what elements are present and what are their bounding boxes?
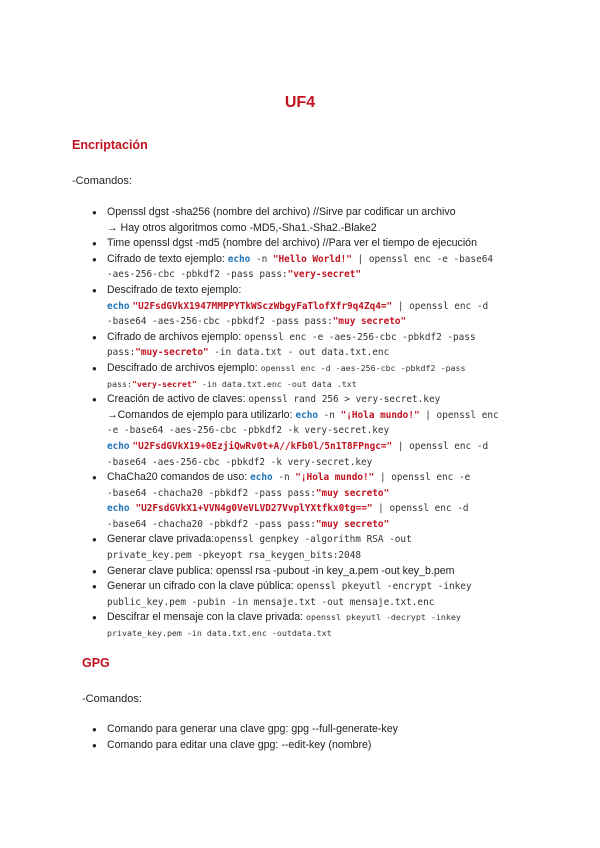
page-title: UF4	[284, 94, 316, 111]
list-item: ● Generar clave publica: openssl rsa -pubout -in key_a.pem -out key_b.pem	[92, 564, 540, 580]
list-item: ● ChaCha20 comandos de uso: echo -n "¡Hola mundo!" | openssl enc -e -base64 -chacha20 -pbkdf2 -pass pass:"muy secreto" echo "U2FsdGVkX1+VVN4g0VeVLVD27VvplYXtfkx0tg==" | openssl enc -d -base64 -chacha20 -pbkdf2 -pass pass:"muy secreto"	[92, 470, 540, 532]
list-item: ● Time openssl dgst -md5 (nombre del archivo) //Para ver el tiempo de ejecución	[92, 236, 540, 252]
section-intro-gpg: -Comandos:	[82, 693, 142, 705]
section-intro-encriptacion: -Comandos:	[72, 175, 132, 187]
list-item: ● Comando para generar una clave gpg: gpg --full-generate-key	[92, 722, 540, 738]
list-item: ● Comando para editar una clave gpg: --edit-key (nombre)	[92, 738, 540, 754]
section-heading-gpg: GPG	[82, 656, 110, 670]
section-heading-encriptacion: Encriptación	[72, 138, 148, 152]
list-item: ● Descifrar el mensaje con la clave privada: openssl pkeyutl -decrypt -inkey private_key.pem -in data.txt.enc -outdata.txt	[92, 610, 540, 641]
list-item: ● Generar clave privada:openssl genpkey -algorithm RSA -out private_key.pem -pkeyopt rsa_keygen_bits:2048	[92, 532, 540, 563]
list-item: ● Cifrado de archivos ejemplo: openssl enc -e -aes-256-cbc -pbkdf2 -pass pass:"muy-secreto" -in data.txt - out data.txt.enc	[92, 330, 540, 361]
list-item: ● Openssl dgst -sha256 (nombre del archivo) //Sirve par codificar un archivo → Hay otros algoritmos como -MD5,-Sha1.-Sha2.-Blake2	[92, 205, 540, 236]
gpg-command-list	[92, 722, 540, 753]
list-item: ● Descifrado de texto ejemplo: echo "U2FsdGVkX1947MMPPYTkWSczWbgyFaTlofXfr9q4Zq4=" | openssl enc -d -base64 -aes-256-cbc -pbkdf2 -pass pass:"muy secreto"	[92, 283, 540, 330]
list-item: ● Cifrado de texto ejemplo: echo -n "Hello World!" | openssl enc -e -base64 -aes-256-cbc -pbkdf2 -pass pass:"very-secret"	[92, 252, 540, 283]
list-item: ● Generar un cifrado con la clave pública: openssl pkeyutl -encrypt -inkey public_key.pem -pubin -in mensaje.txt -out mensaje.txt.enc	[92, 579, 540, 610]
encriptacion-command-list	[92, 205, 540, 642]
list-item: ● Creación de activo de claves: openssl rand 256 > very-secret.key →Comandos de ejemplo para utilizarlo: echo -n "¡Hola mundo!" | openssl enc -e -base64 -aes-256-cbc -pbkdf2 -k very-secret.key echo "U2FsdGVkX19+0EzjiQwRv0t+A//kFb0l/5n1T8FPngc=" | openssl enc -d -base64 -aes-256-cbc -pbkdf2 -k very-secret.key	[92, 392, 540, 470]
list-item: ● Descifrado de archivos ejemplo: openssl enc -d -aes-256-cbc -pbkdf2 -pass pass:"very-secret" -in data.txt.enc -out data .txt	[92, 361, 540, 392]
